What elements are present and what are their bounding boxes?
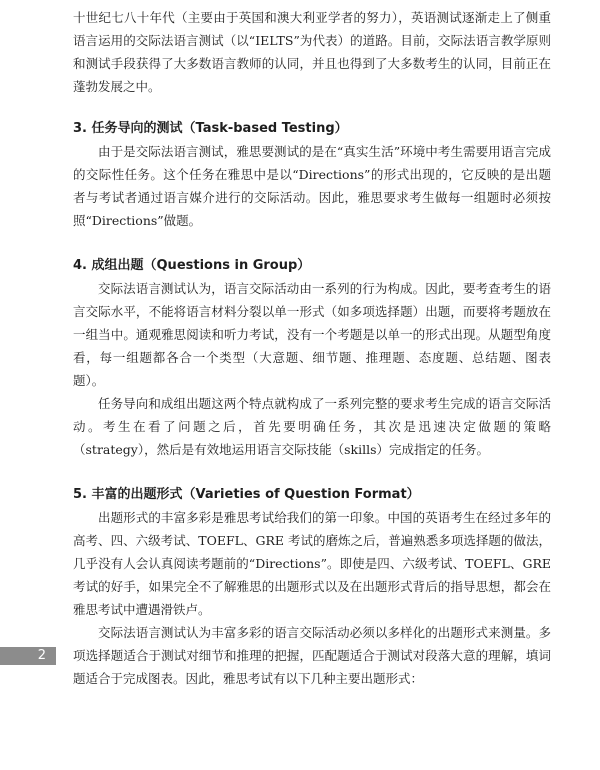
section-paragraph: 交际法语言测试认为，语言交际活动由一系列的行为构成。因此，要考查考生的语言交际水平，不能将语言材料分裂以单一形式（如多项选择题）出题，而要将考题放在一组当中。通观雅思阅读和听力考试，没有一个考题是以单一的形式出现。从题型角度看，每一组题都各合一个类型（大意题、细节题、推理题、态度题、总结题、图表题）。 [73, 281, 551, 388]
section-paragraph: 由于是交际法语言测试，雅思要测试的是在“真实生活”环境中考生需要用语言完成的交际性任务。这个任务在雅思中是以“Directions”的形式出现的，它反映的是出题者与考试者通过语言媒介进行的交际活动。因此，雅思要求考生做每一组题时必须按照“Directions”做题。 [73, 144, 551, 228]
page-number: 2 [0, 647, 56, 665]
section-paragraph: 交际法语言测试认为丰富多彩的语言交际活动必须以多样化的出题形式来测量。多项选择题适合于测试对细节和推理的把握，匹配题适合于测试对段落大意的理解，填词题适合于完成图表。因此，雅思考试有以下几种主要出题形式： [73, 625, 551, 686]
section-paragraph: 出题形式的丰富多彩是雅思考试给我们的第一印象。中国的英语考生在经过多年的高考、四、六级考试、TOEFL、GRE 考试的磨炼之后，普遍熟悉多项选择题的做法，几乎没有人会认真阅读考题前的“Directions”。即使是四、六级考试、TOEFL、GRE 考试的好手，如果完全不了解雅思的出题形式以及在出题形式背后的指导思想，都会在雅思考试中遭遇滑铁卢。 [73, 510, 551, 617]
page-content [73, 6, 551, 690]
section-paragraph: 任务导向和成组出题这两个特点就构成了一系列完整的要求考生完成的语言交际活动。考生在看了问题之后，首先要明确任务，其次是迅速决定做题的策略（strategy），然后是有效地运用语言交际技能（skills）完成指定的任务。 [73, 396, 551, 457]
section-heading-questions-in-group: 4. 成组出题（Questions in Group） [73, 258, 311, 273]
section-heading-task-based-testing: 3. 任务导向的测试（Task-based Testing） [73, 121, 348, 136]
section-heading-question-format: 5. 丰富的出题形式（Varieties of Question Format） [73, 487, 420, 502]
intro-paragraph: 十世纪七八十年代（主要由于英国和澳大利亚学者的努力），英语测试逐渐走上了侧重语言运用的交际法语言测试（以“IELTS”为代表）的道路。目前，交际法语言教学原则和测试手段获得了大多数语言教师的认同，并且也得到了大多数考生的认同，目前正在蓬勃发展之中。 [73, 10, 551, 94]
